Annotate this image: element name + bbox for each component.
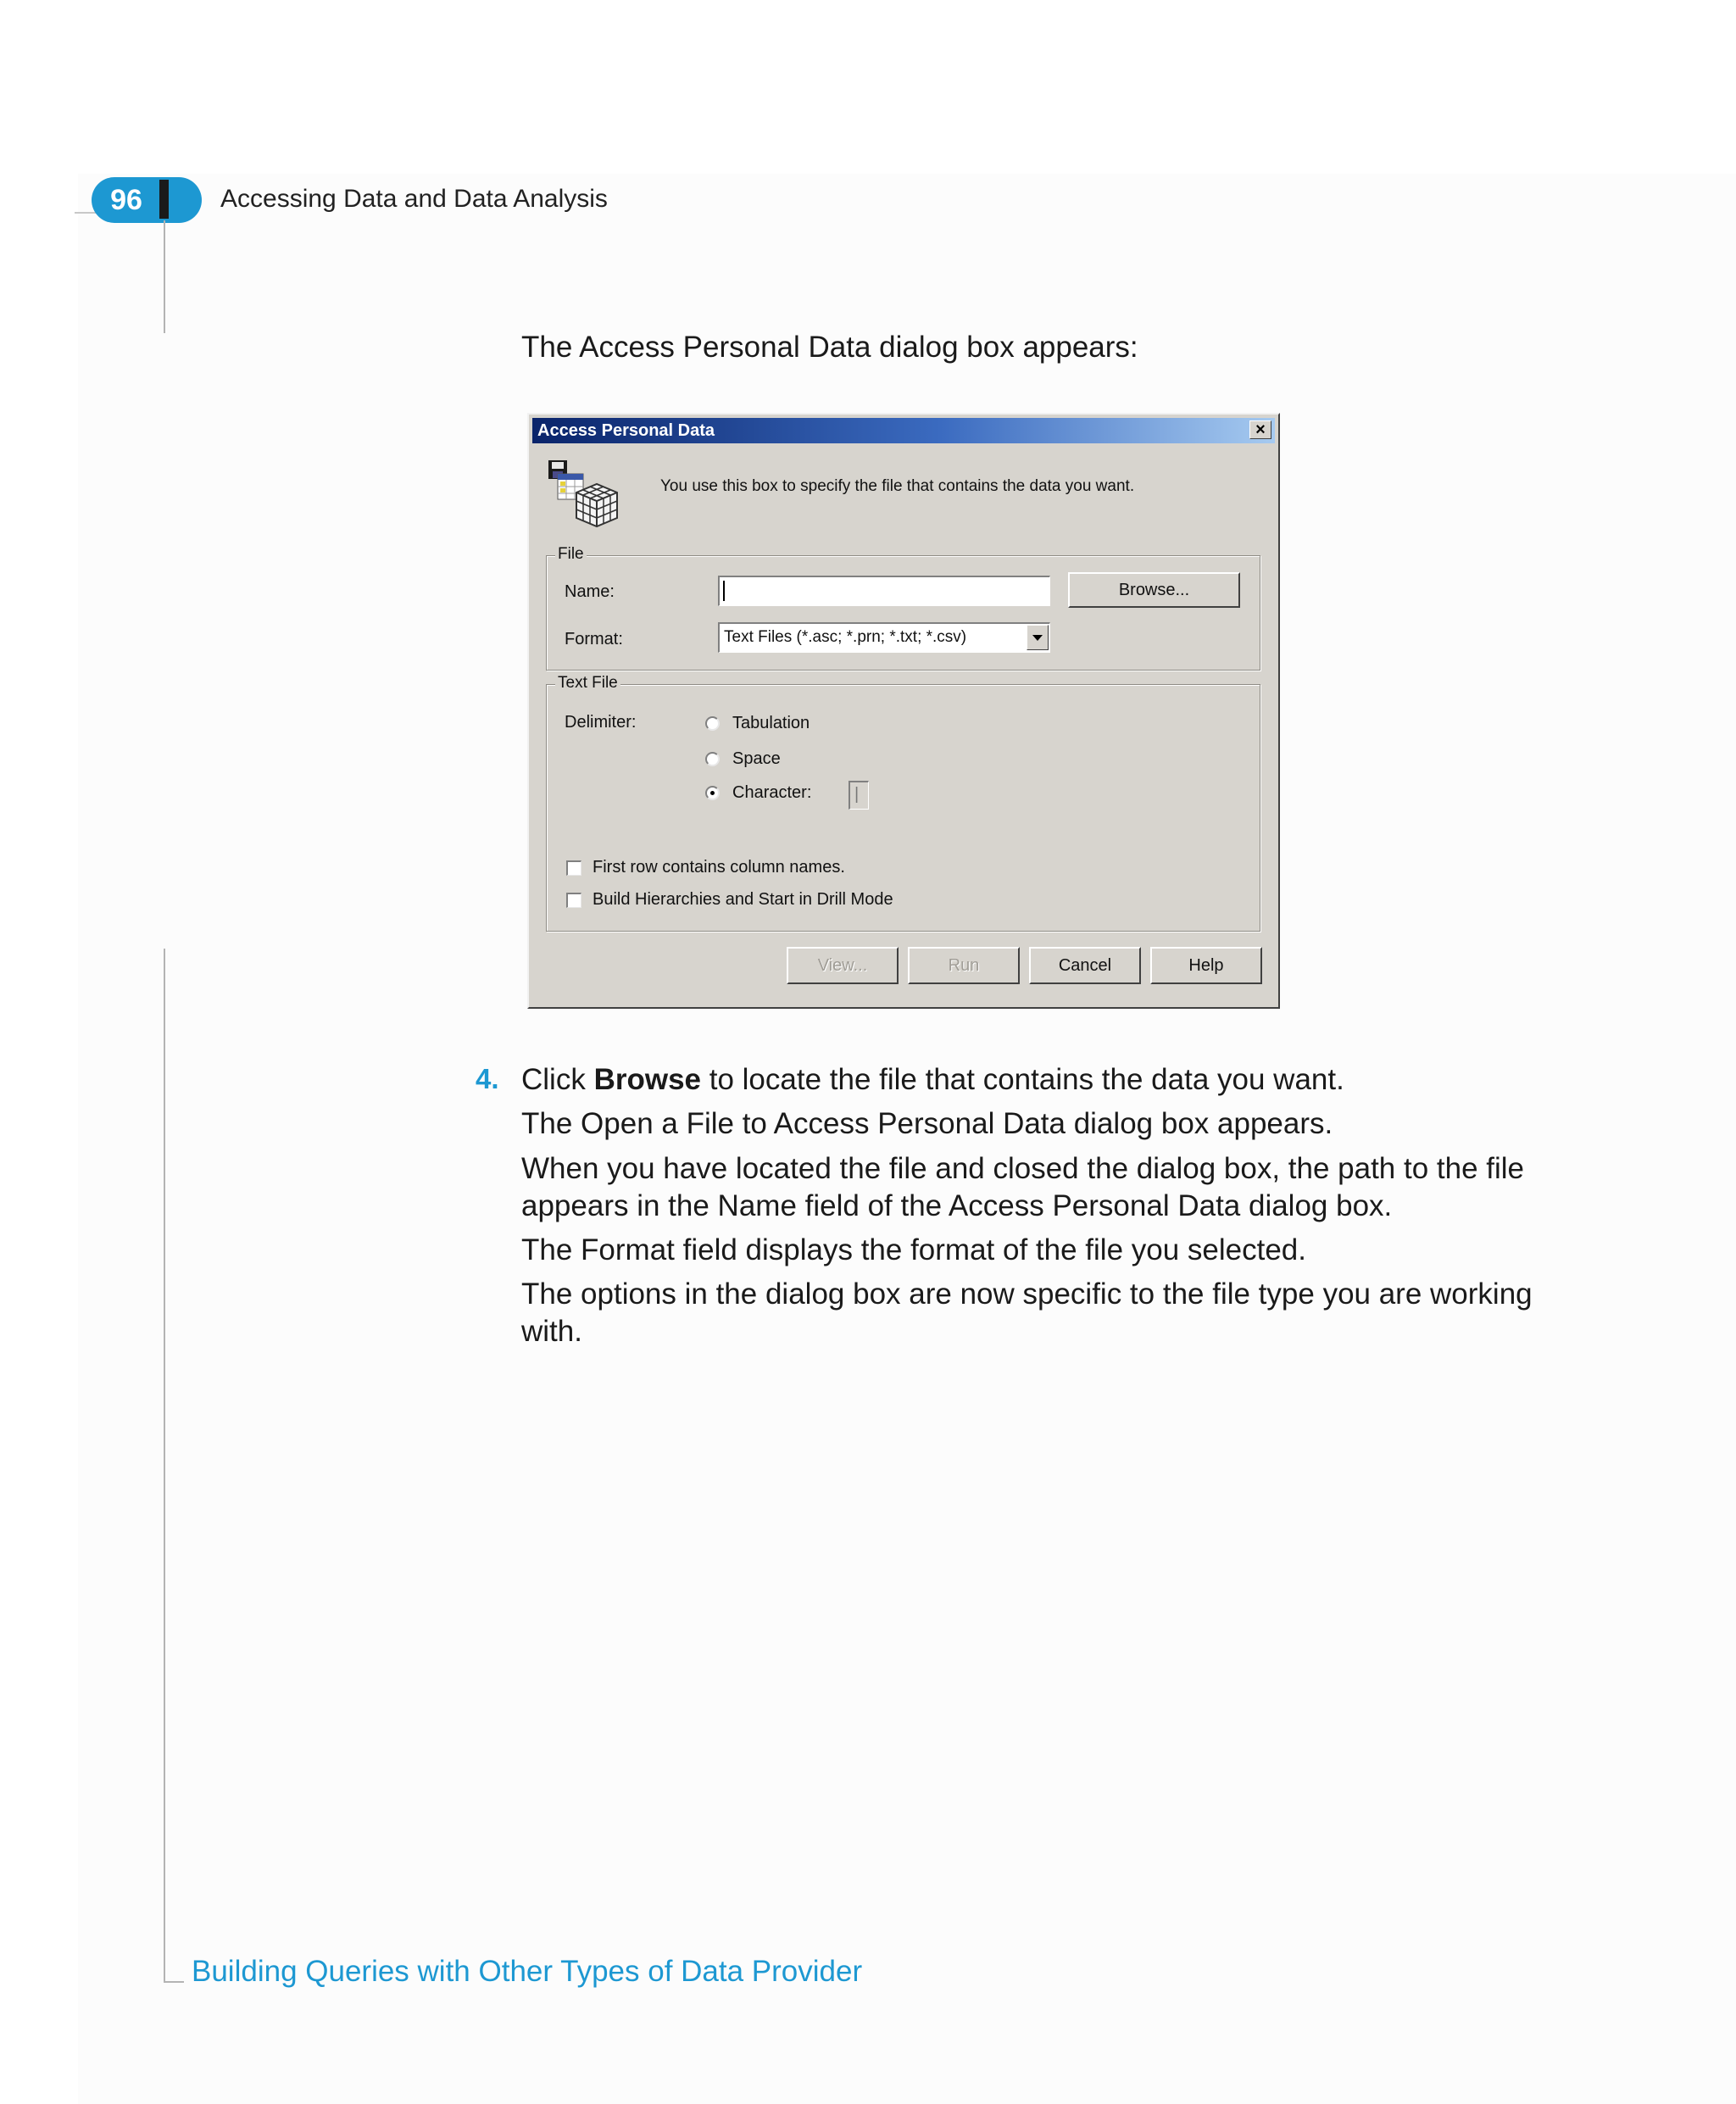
help-button[interactable]: Help: [1150, 947, 1262, 984]
radio-space-label: Space: [732, 749, 781, 768]
format-dropdown-button[interactable]: [1027, 625, 1049, 650]
delimiter-label: Delimiter:: [565, 713, 637, 732]
step-paragraph: The Format field displays the format of the file you selected.: [521, 1233, 1306, 1266]
personal-data-icon: [546, 459, 624, 528]
step-paragraph: The Open a File to Access Personal Data dialog box appears.: [521, 1107, 1333, 1140]
radio-character-label: Character:: [732, 783, 812, 802]
dialog-title: Access Personal Data: [537, 421, 715, 440]
step-paragraph: appears in the Name field of the Access Personal Data dialog box.: [521, 1189, 1393, 1222]
page-number-divider: [159, 180, 169, 219]
format-label: Format:: [565, 630, 623, 648]
step-paragraph: When you have located the file and closed the dialog box, the path to the file: [521, 1152, 1525, 1185]
radio-tabulation[interactable]: [705, 716, 720, 731]
character-input[interactable]: [849, 781, 869, 810]
intro-paragraph: The Access Personal Data dialog box appears:: [521, 331, 1138, 364]
file-group-label: File: [555, 545, 587, 564]
radio-space[interactable]: [705, 752, 720, 766]
step-number: 4.: [476, 1063, 499, 1094]
radio-character[interactable]: [705, 786, 720, 800]
run-button[interactable]: Run: [908, 947, 1020, 984]
format-select[interactable]: [718, 622, 1050, 653]
browse-emphasis: Browse: [593, 1063, 701, 1096]
step-paragraph: The options in the dialog box are now specific to the file type you are working: [521, 1277, 1533, 1311]
format-select-value: Text Files (*.asc; *.prn; *.txt; *.csv): [724, 628, 967, 646]
text-file-group-label: Text File: [555, 674, 620, 693]
section-footer-title: Building Queries with Other Types of Data Provider: [192, 1955, 863, 1988]
close-button[interactable]: ×: [1249, 420, 1271, 439]
footer-rule: [164, 1981, 184, 1983]
access-personal-data-dialog: [527, 413, 1280, 1009]
first-row-checkbox[interactable]: [566, 860, 581, 876]
chevron-down-icon: [1027, 626, 1048, 649]
build-hierarchies-label: Build Hierarchies and Start in Drill Mode: [593, 890, 893, 909]
build-hierarchies-checkbox[interactable]: [566, 893, 581, 908]
first-row-label: First row contains column names.: [593, 858, 845, 877]
browse-button[interactable]: Browse...: [1068, 572, 1240, 608]
dialog-titlebar: [532, 418, 1275, 443]
character-input-value: |: [854, 785, 860, 804]
name-input[interactable]: [718, 576, 1050, 606]
chapter-title: Accessing Data and Data Analysis: [220, 185, 608, 213]
step-paragraph: with.: [521, 1315, 582, 1348]
margin-rule-top: [164, 220, 165, 333]
radio-tabulation-label: Tabulation: [732, 714, 810, 732]
step-instruction: [521, 1061, 1344, 1099]
name-label: Name:: [565, 582, 615, 601]
dialog-description: You use this box to specify the file that contains the data you want.: [660, 477, 1135, 495]
page-number: 96: [110, 184, 142, 216]
margin-rule-bottom: [164, 949, 165, 1982]
text-cursor: [723, 581, 725, 601]
step-prefix: Click: [521, 1063, 594, 1096]
radio-selected-dot: [710, 791, 715, 795]
cancel-button[interactable]: Cancel: [1029, 947, 1141, 984]
view-button[interactable]: View...: [787, 947, 899, 984]
step-suffix: to locate the file that contains the data you want.: [701, 1063, 1344, 1096]
